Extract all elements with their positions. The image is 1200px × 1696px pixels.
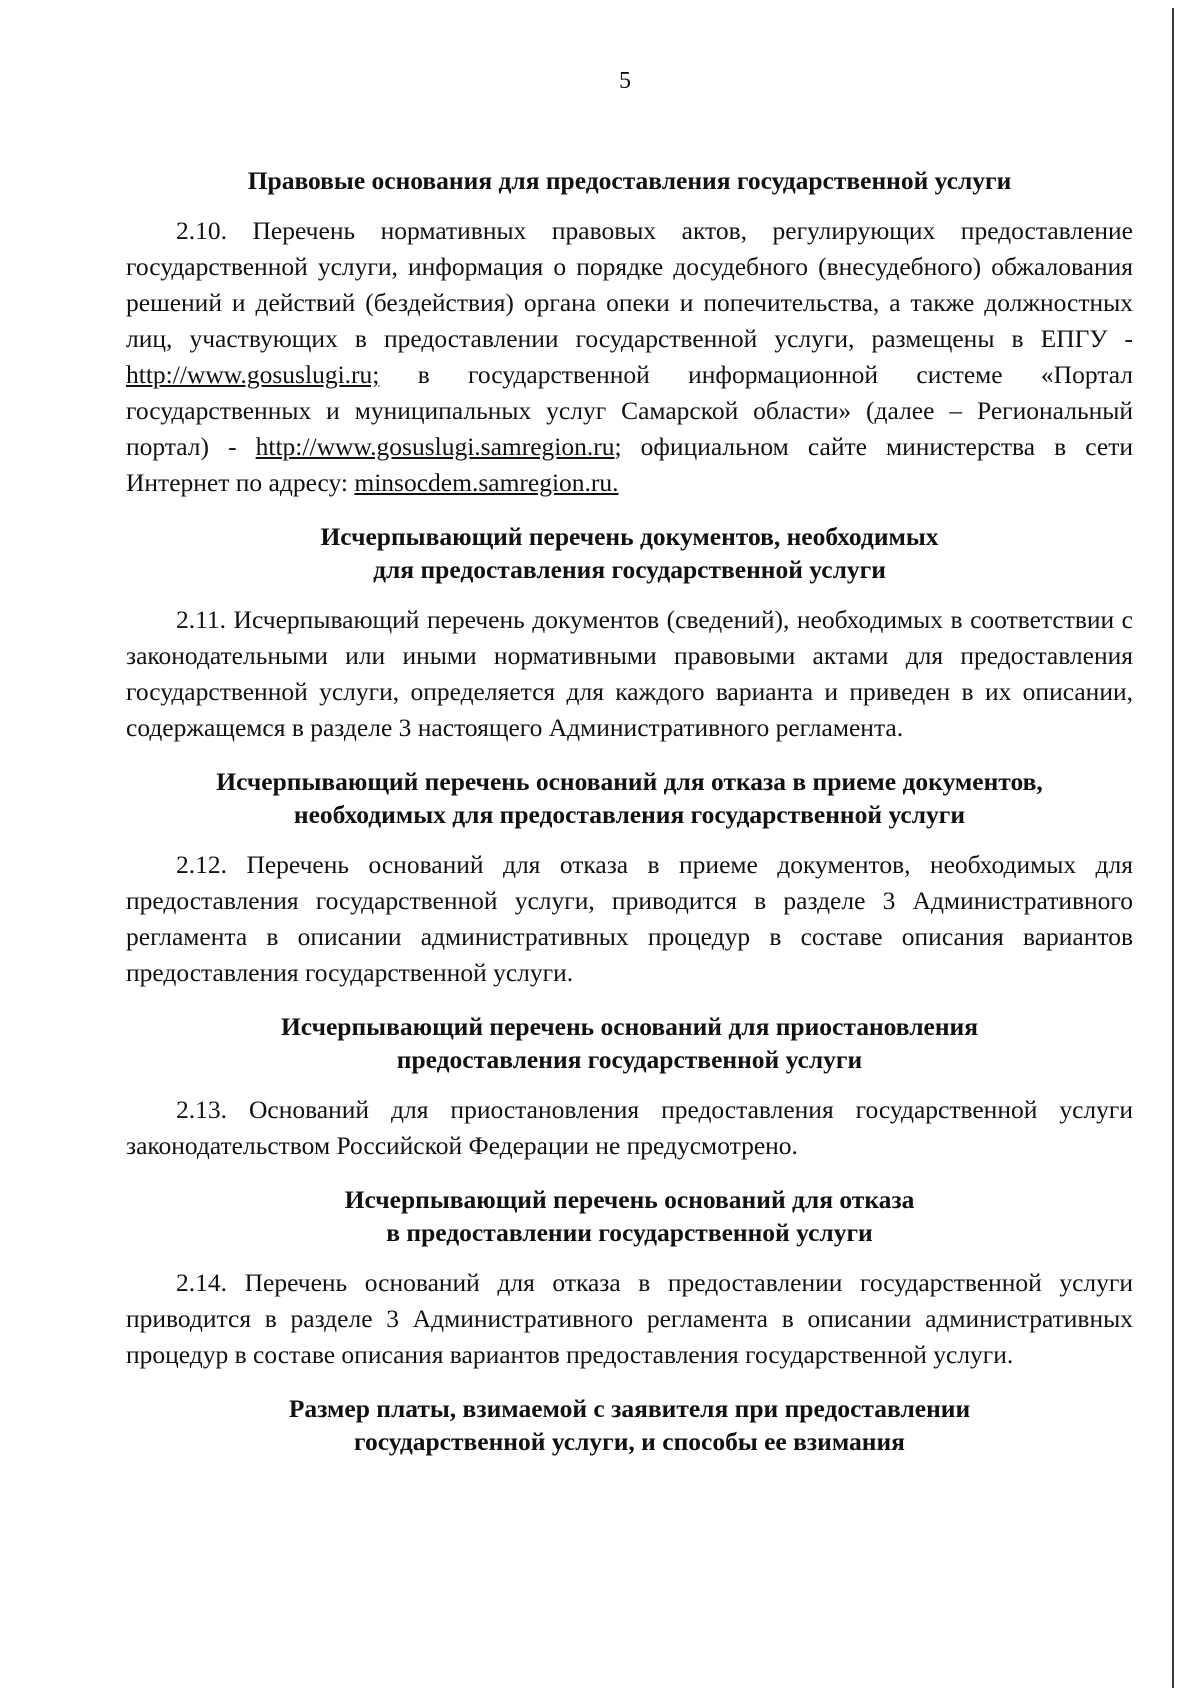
section-heading-refusal-acceptance: [126, 765, 1133, 831]
heading-line: Размер платы, взимаемой с заявителя при предоставлении: [288, 1394, 971, 1423]
link-minsocdem[interactable]: minsocdem.samregion.ru.: [354, 468, 619, 497]
heading-line: для предоставления государственной услуги: [373, 555, 886, 584]
paragraph-2-11: 2.11. Исчерпывающий перечень документов (сведений), необходимых в соответствии с законодательными или иными нормативными правовыми актами для предоставления государственной услуги, определяется для каждого варианта и приведен в их описании, содержащемся в разделе 3 настоящего Административного регламента.: [126, 605, 1133, 742]
page-number: 5: [619, 68, 631, 94]
section-heading-fee: [126, 1392, 1133, 1458]
paragraph-2-10: [126, 213, 1133, 501]
paragraph-text: ; официальном сайте министерства в сети Интернет по адресу:: [126, 432, 1133, 497]
heading-line: Исчерпывающий перечень оснований для приостановления: [280, 1012, 979, 1041]
paragraph-2-13: 2.13. Оснований для приостановления предоставления государственной услуги законодательством Российской Федерации не предусмотрено.: [126, 1095, 1133, 1160]
page-edge-line: [1172, 8, 1174, 1688]
paragraph-2-14: 2.14. Перечень оснований для отказа в предоставлении государственной услуги приводится в разделе 3 Административного регламента в описании административных процедур в составе описания вариантов предоставления государственной услуги.: [126, 1268, 1133, 1369]
link-gosuslugi[interactable]: http://www.gosuslugi.ru;: [126, 360, 380, 389]
paragraph-text: в государственной информационной системе «Портал государственных и муниципальных услуг Самарской области» (далее – Региональный портал) -: [126, 360, 1133, 461]
section-heading-documents-list: [126, 520, 1133, 586]
section-heading-legal-grounds: [126, 164, 1133, 197]
section-heading-refusal-provision: [126, 1183, 1133, 1249]
heading-line: необходимых для предоставления государственной услуги: [293, 800, 966, 829]
paragraph-2-12: 2.12. Перечень оснований для отказа в приеме документов, необходимых для предоставления государственной услуги, приводится в разделе 3 Административного регламента в описании административных процедур в составе описания вариантов предоставления государственной услуги.: [126, 850, 1133, 987]
heading-line: Исчерпывающий перечень оснований для отказа в приеме документов,: [216, 767, 1043, 796]
paragraph-text: 2.10. Перечень нормативных правовых актов, регулирующих предоставление государственной услуги, информация о порядке досудебного (внесудебного) обжалования решений и действий (бездействия) органа опеки и попечительства, а также должностных лиц, участвующих в предоставлении государственной услуги, размещены в ЕПГУ -: [126, 216, 1133, 353]
heading-line: Исчерпывающий перечень документов, необходимых: [320, 522, 939, 551]
heading-line: Правовые основания для предоставления государственной услуги: [247, 166, 1012, 195]
document-body: [126, 164, 1133, 1458]
heading-line: предоставления государственной услуги: [396, 1045, 863, 1074]
section-heading-suspension: [126, 1010, 1133, 1076]
link-gosuslugi-samregion[interactable]: http://www.gosuslugi.samregion.ru: [255, 432, 615, 461]
heading-line: в предоставлении государственной услуги: [386, 1218, 873, 1247]
heading-line: Исчерпывающий перечень оснований для отказа: [344, 1185, 915, 1214]
heading-line: государственной услуги, и способы ее взимания: [354, 1427, 905, 1456]
